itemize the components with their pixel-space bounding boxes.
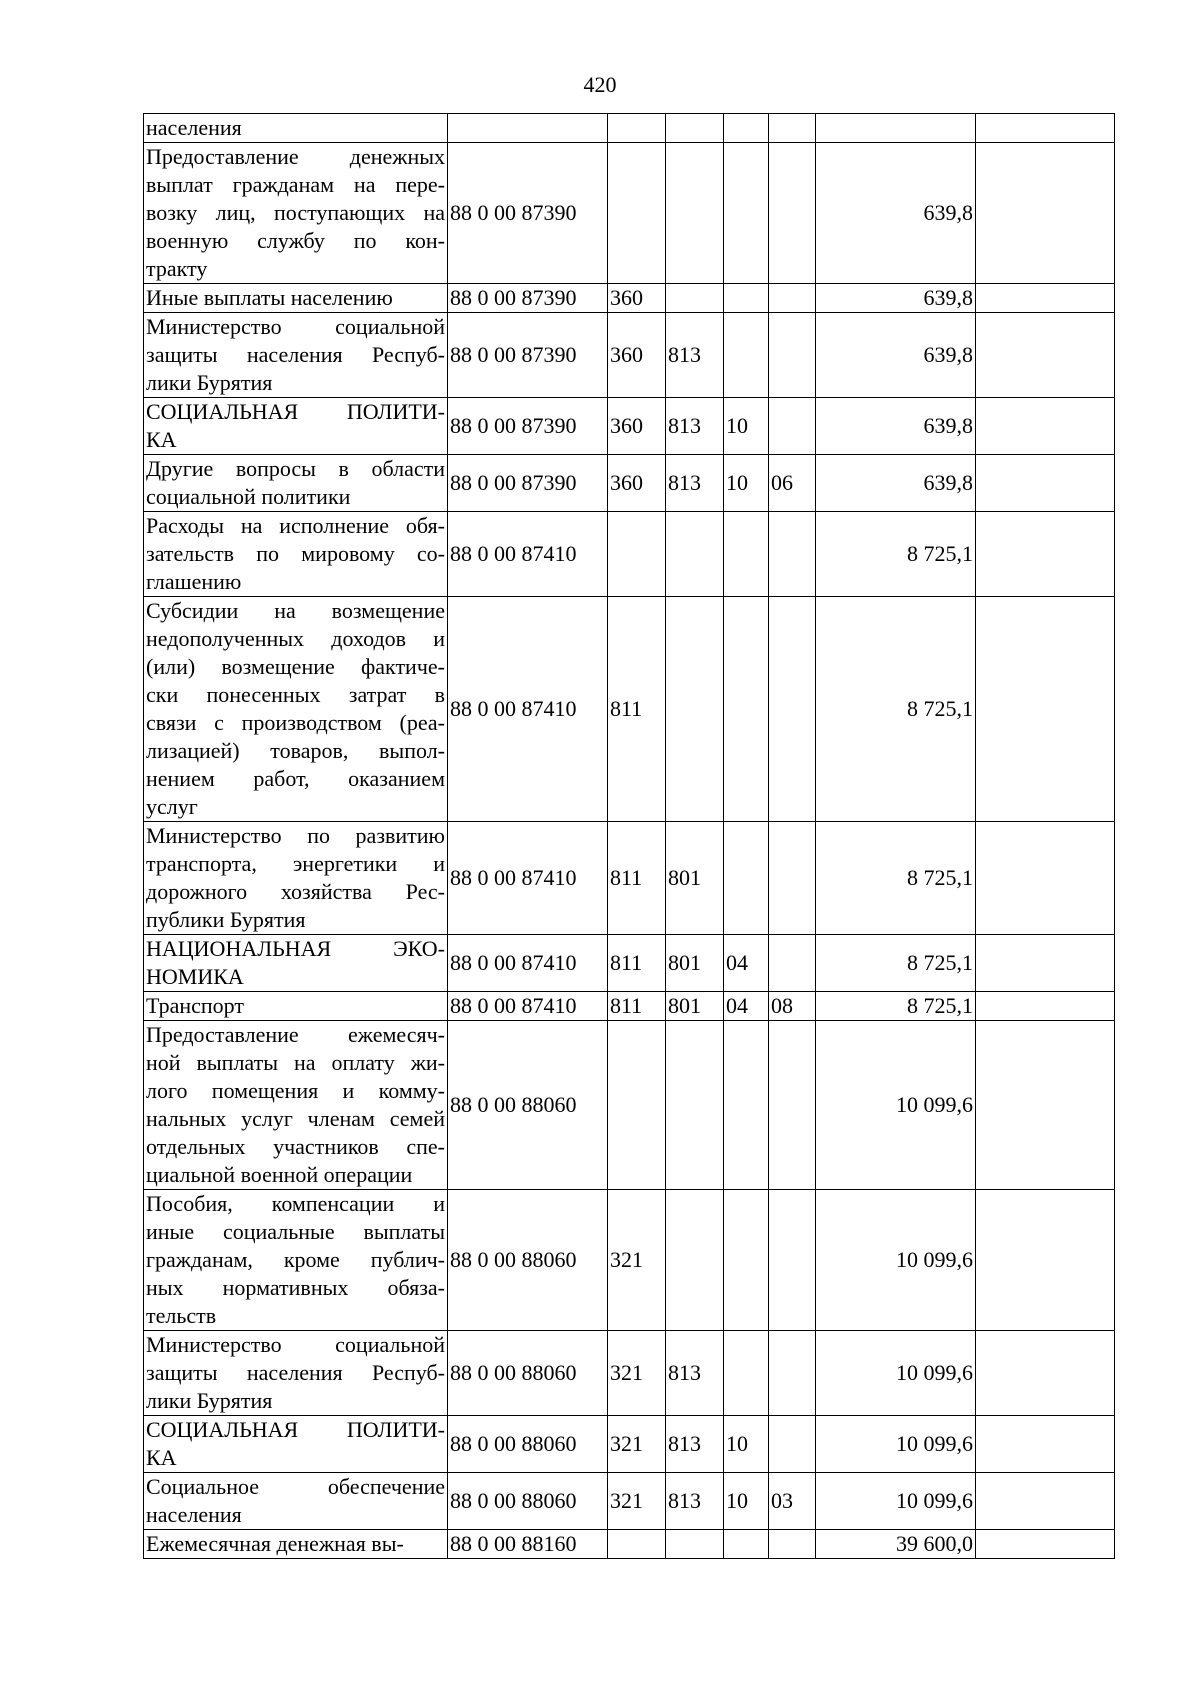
row-rz-cell xyxy=(724,1331,769,1416)
row-vr-cell xyxy=(608,512,666,597)
row-name-line: Министерство социальной xyxy=(146,1332,445,1357)
row-name-line: Иные выплаты населению xyxy=(146,285,393,310)
row-name-line: защиты населения Респуб- xyxy=(146,342,445,367)
row-extra-cell xyxy=(976,1190,1115,1331)
table-row xyxy=(144,114,1115,143)
row-name-cell xyxy=(144,284,448,313)
row-code-cell: 88 0 00 88060 xyxy=(448,1021,608,1190)
table-row xyxy=(144,398,1115,455)
row-rz-cell xyxy=(724,1190,769,1331)
row-name-cell xyxy=(144,1021,448,1190)
table-row xyxy=(144,1416,1115,1473)
row-rz-cell xyxy=(724,822,769,935)
row-name-line: Ежемесячная денежная вы- xyxy=(146,1531,404,1556)
row-rz-cell: 10 xyxy=(724,398,769,455)
row-code-cell: 88 0 00 87390 xyxy=(448,455,608,512)
row-name-line: населения xyxy=(146,115,242,140)
row-grbs-cell: 813 xyxy=(666,1473,724,1530)
row-name-line: Предоставление денежных xyxy=(146,144,445,169)
row-name-line: глашению xyxy=(146,569,242,594)
row-grbs-cell xyxy=(666,597,724,822)
row-sum-cell: 8 725,1 xyxy=(816,935,976,992)
row-pr-cell: 06 xyxy=(769,455,816,512)
row-grbs-cell: 801 xyxy=(666,992,724,1021)
row-name-line: выплат гражданам на пере- xyxy=(146,172,445,197)
row-sum-cell: 8 725,1 xyxy=(816,992,976,1021)
row-sum-cell: 39 600,0 xyxy=(816,1530,976,1559)
row-extra-cell xyxy=(976,1530,1115,1559)
row-extra-cell xyxy=(976,597,1115,822)
row-grbs-cell: 801 xyxy=(666,822,724,935)
row-name-line: публики Бурятия xyxy=(146,907,306,932)
row-pr-cell xyxy=(769,1416,816,1473)
table-row xyxy=(144,284,1115,313)
row-name-line: Другие вопросы в области xyxy=(146,456,445,481)
row-pr-cell xyxy=(769,114,816,143)
row-name-cell xyxy=(144,1416,448,1473)
row-pr-cell xyxy=(769,398,816,455)
row-name-line: ски понесенных затрат в xyxy=(146,682,445,707)
row-name-cell xyxy=(144,1331,448,1416)
row-name-line: КА xyxy=(146,427,177,452)
row-name-line: нением работ, оказанием xyxy=(146,766,445,791)
row-code-cell: 88 0 00 87410 xyxy=(448,512,608,597)
row-name-line: лого помещения и комму- xyxy=(146,1078,445,1103)
row-sum-cell: 639,8 xyxy=(816,143,976,284)
row-name-line: нальных услуг членам семей xyxy=(146,1106,445,1131)
row-name-cell xyxy=(144,822,448,935)
row-grbs-cell xyxy=(666,114,724,143)
row-name-line: тракту xyxy=(146,256,208,281)
row-sum-cell xyxy=(816,114,976,143)
row-name-line: Министерство социальной xyxy=(146,314,445,339)
row-extra-cell xyxy=(976,935,1115,992)
row-grbs-cell: 813 xyxy=(666,398,724,455)
row-vr-cell: 360 xyxy=(608,455,666,512)
table-row xyxy=(144,992,1115,1021)
row-name-line: Предоставление ежемесяч- xyxy=(146,1022,445,1047)
row-vr-cell xyxy=(608,1021,666,1190)
row-grbs-cell: 801 xyxy=(666,935,724,992)
row-name-line: транспорта, энергетики и xyxy=(146,851,445,876)
row-extra-cell xyxy=(976,143,1115,284)
row-pr-cell xyxy=(769,512,816,597)
row-pr-cell xyxy=(769,1331,816,1416)
table-body xyxy=(144,114,1115,1559)
row-extra-cell xyxy=(976,114,1115,143)
row-extra-cell xyxy=(976,313,1115,398)
row-name-line: защиты населения Респуб- xyxy=(146,1360,445,1385)
row-code-cell: 88 0 00 88060 xyxy=(448,1473,608,1530)
row-name-line: иные социальные выплаты xyxy=(146,1219,445,1244)
row-pr-cell xyxy=(769,1021,816,1190)
row-grbs-cell: 813 xyxy=(666,1331,724,1416)
table-row xyxy=(144,1530,1115,1559)
row-pr-cell xyxy=(769,935,816,992)
row-code-cell: 88 0 00 87390 xyxy=(448,313,608,398)
row-code-cell: 88 0 00 87410 xyxy=(448,992,608,1021)
row-name-line: Расходы на исполнение обя- xyxy=(146,513,445,538)
row-code-cell: 88 0 00 87390 xyxy=(448,284,608,313)
row-name-line: НАЦИОНАЛЬНАЯ ЭКО- xyxy=(146,936,445,961)
row-name-line: лизацией) товаров, выпол- xyxy=(146,738,445,763)
row-name-line: населения xyxy=(146,1502,242,1527)
row-name-cell xyxy=(144,398,448,455)
row-extra-cell xyxy=(976,1416,1115,1473)
row-sum-cell: 10 099,6 xyxy=(816,1416,976,1473)
row-code-cell: 88 0 00 88160 xyxy=(448,1530,608,1559)
row-name-line: отдельных участников спе- xyxy=(146,1134,445,1159)
row-extra-cell xyxy=(976,822,1115,935)
row-pr-cell xyxy=(769,143,816,284)
row-name-line: услуг xyxy=(146,794,198,819)
row-name-line: недополученных доходов и xyxy=(146,626,445,651)
row-extra-cell xyxy=(976,1331,1115,1416)
row-name-cell xyxy=(144,114,448,143)
row-name-line: лики Бурятия xyxy=(146,370,273,395)
row-name-line: возку лиц, поступающих на xyxy=(146,200,445,225)
row-sum-cell: 8 725,1 xyxy=(816,597,976,822)
row-name-line: лики Бурятия xyxy=(146,1388,273,1413)
row-grbs-cell xyxy=(666,1530,724,1559)
row-extra-cell xyxy=(976,284,1115,313)
row-rz-cell xyxy=(724,597,769,822)
row-pr-cell xyxy=(769,597,816,822)
row-name-line: связи с производством (реа- xyxy=(146,710,445,735)
row-name-cell xyxy=(144,313,448,398)
row-name-line: военную службу по кон- xyxy=(146,228,445,253)
row-vr-cell: 811 xyxy=(608,992,666,1021)
row-sum-cell: 639,8 xyxy=(816,284,976,313)
row-name-line: тельств xyxy=(146,1303,217,1328)
row-vr-cell xyxy=(608,143,666,284)
row-rz-cell: 10 xyxy=(724,1473,769,1530)
row-vr-cell: 811 xyxy=(608,597,666,822)
row-code-cell xyxy=(448,114,608,143)
row-grbs-cell: 813 xyxy=(666,1416,724,1473)
row-vr-cell xyxy=(608,114,666,143)
table-row xyxy=(144,455,1115,512)
row-code-cell: 88 0 00 88060 xyxy=(448,1416,608,1473)
table-row xyxy=(144,822,1115,935)
row-code-cell: 88 0 00 87410 xyxy=(448,935,608,992)
row-name-line: Транспорт xyxy=(146,993,245,1018)
row-vr-cell: 360 xyxy=(608,398,666,455)
row-rz-cell: 04 xyxy=(724,935,769,992)
row-vr-cell: 360 xyxy=(608,284,666,313)
row-rz-cell: 04 xyxy=(724,992,769,1021)
row-grbs-cell: 813 xyxy=(666,455,724,512)
row-sum-cell: 639,8 xyxy=(816,398,976,455)
row-pr-cell xyxy=(769,284,816,313)
row-name-cell xyxy=(144,143,448,284)
row-rz-cell xyxy=(724,143,769,284)
row-pr-cell: 08 xyxy=(769,992,816,1021)
row-name-line: НОМИКА xyxy=(146,964,244,989)
page-number: 420 xyxy=(583,72,617,97)
row-rz-cell: 10 xyxy=(724,455,769,512)
budget-table xyxy=(143,113,1115,1559)
row-sum-cell: 10 099,6 xyxy=(816,1331,976,1416)
row-vr-cell: 321 xyxy=(608,1190,666,1331)
row-grbs-cell xyxy=(666,284,724,313)
row-vr-cell: 321 xyxy=(608,1473,666,1530)
row-name-line: Министерство по развитию xyxy=(146,823,445,848)
row-rz-cell xyxy=(724,313,769,398)
row-sum-cell: 639,8 xyxy=(816,313,976,398)
table-row xyxy=(144,1021,1115,1190)
row-extra-cell xyxy=(976,455,1115,512)
table-row xyxy=(144,935,1115,992)
row-rz-cell xyxy=(724,114,769,143)
row-rz-cell xyxy=(724,1530,769,1559)
row-pr-cell xyxy=(769,313,816,398)
row-code-cell: 88 0 00 87410 xyxy=(448,597,608,822)
row-name-cell xyxy=(144,935,448,992)
row-name-line: зательств по мировому со- xyxy=(146,541,445,566)
table-row xyxy=(144,143,1115,284)
row-sum-cell: 8 725,1 xyxy=(816,822,976,935)
row-sum-cell: 10 099,6 xyxy=(816,1190,976,1331)
row-grbs-cell xyxy=(666,512,724,597)
row-name-line: дорожного хозяйства Рес- xyxy=(146,879,445,904)
row-code-cell: 88 0 00 87410 xyxy=(448,822,608,935)
row-pr-cell xyxy=(769,1530,816,1559)
table-row xyxy=(144,1331,1115,1416)
row-name-line: циальной военной операции xyxy=(146,1162,413,1187)
row-name-cell xyxy=(144,512,448,597)
row-name-line: КА xyxy=(146,1445,177,1470)
row-name-line: СОЦИАЛЬНАЯ ПОЛИТИ- xyxy=(146,1417,445,1442)
row-name-cell xyxy=(144,1190,448,1331)
row-extra-cell xyxy=(976,1021,1115,1190)
row-extra-cell xyxy=(976,512,1115,597)
row-code-cell: 88 0 00 88060 xyxy=(448,1331,608,1416)
table-row xyxy=(144,1190,1115,1331)
row-extra-cell xyxy=(976,1473,1115,1530)
row-name-line: Субсидии на возмещение xyxy=(146,598,445,623)
table-row xyxy=(144,597,1115,822)
row-name-line: социальной политики xyxy=(146,484,351,509)
row-vr-cell: 321 xyxy=(608,1331,666,1416)
row-name-cell xyxy=(144,597,448,822)
row-rz-cell: 10 xyxy=(724,1416,769,1473)
row-name-cell xyxy=(144,992,448,1021)
row-grbs-cell xyxy=(666,1021,724,1190)
row-sum-cell: 10 099,6 xyxy=(816,1021,976,1190)
row-extra-cell xyxy=(976,992,1115,1021)
row-sum-cell: 8 725,1 xyxy=(816,512,976,597)
row-vr-cell xyxy=(608,1530,666,1559)
row-sum-cell: 639,8 xyxy=(816,455,976,512)
row-rz-cell xyxy=(724,1021,769,1190)
row-name-line: ной выплаты на оплату жи- xyxy=(146,1050,445,1075)
row-pr-cell xyxy=(769,1190,816,1331)
table-row xyxy=(144,512,1115,597)
row-rz-cell xyxy=(724,284,769,313)
row-vr-cell: 811 xyxy=(608,935,666,992)
row-grbs-cell xyxy=(666,1190,724,1331)
row-extra-cell xyxy=(976,398,1115,455)
row-name-line: Пособия, компенсации и xyxy=(146,1191,445,1216)
row-name-line: гражданам, кроме публич- xyxy=(146,1247,445,1272)
row-code-cell: 88 0 00 87390 xyxy=(448,143,608,284)
row-sum-cell: 10 099,6 xyxy=(816,1473,976,1530)
row-name-line: СОЦИАЛЬНАЯ ПОЛИТИ- xyxy=(146,399,445,424)
row-rz-cell xyxy=(724,512,769,597)
row-grbs-cell xyxy=(666,143,724,284)
row-pr-cell: 03 xyxy=(769,1473,816,1530)
row-vr-cell: 360 xyxy=(608,313,666,398)
row-name-line: (или) возмещение фактиче- xyxy=(146,654,445,679)
row-vr-cell: 811 xyxy=(608,822,666,935)
row-grbs-cell: 813 xyxy=(666,313,724,398)
row-name-cell xyxy=(144,1473,448,1530)
row-pr-cell xyxy=(769,822,816,935)
row-name-line: ных нормативных обяза- xyxy=(146,1275,445,1300)
table-row xyxy=(144,313,1115,398)
row-code-cell: 88 0 00 88060 xyxy=(448,1190,608,1331)
table-row xyxy=(144,1473,1115,1530)
row-vr-cell: 321 xyxy=(608,1416,666,1473)
row-name-line: Социальное обеспечение xyxy=(146,1474,445,1499)
row-name-cell xyxy=(144,1530,448,1559)
row-name-cell xyxy=(144,455,448,512)
row-code-cell: 88 0 00 87390 xyxy=(448,398,608,455)
